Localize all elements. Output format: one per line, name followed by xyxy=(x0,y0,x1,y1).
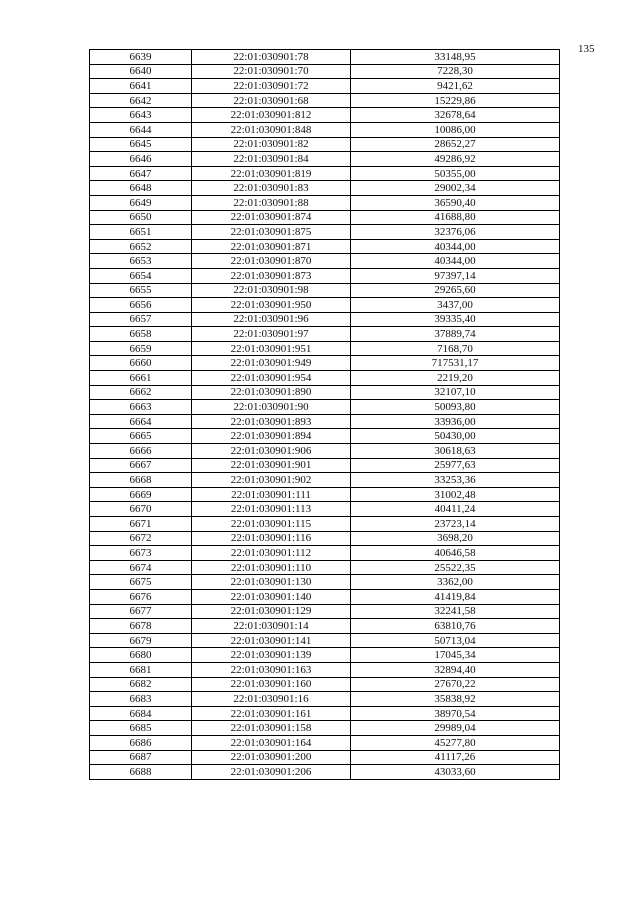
cadastral-value-cell: 30618,63 xyxy=(351,444,560,459)
cadastral-value-cell: 15229,86 xyxy=(351,93,560,108)
table-row xyxy=(90,327,560,342)
cadastral-number-cell: 22:01:030901:158 xyxy=(192,721,351,736)
table-row xyxy=(90,137,560,152)
table-row xyxy=(90,458,560,473)
row-number-cell: 6678 xyxy=(90,619,192,634)
cadastral-number-cell: 22:01:030901:115 xyxy=(192,517,351,532)
table-row xyxy=(90,502,560,517)
table-row xyxy=(90,444,560,459)
table-row xyxy=(90,400,560,415)
cadastral-value-table xyxy=(89,49,560,780)
cadastral-value-cell: 39335,40 xyxy=(351,312,560,327)
row-number-cell: 6639 xyxy=(90,50,192,65)
cadastral-number-cell: 22:01:030901:72 xyxy=(192,79,351,94)
row-number-cell: 6642 xyxy=(90,93,192,108)
row-number-cell: 6663 xyxy=(90,400,192,415)
table-row xyxy=(90,298,560,313)
row-number-cell: 6686 xyxy=(90,735,192,750)
row-number-cell: 6673 xyxy=(90,546,192,561)
cadastral-value-cell: 40344,00 xyxy=(351,254,560,269)
cadastral-number-cell: 22:01:030901:82 xyxy=(192,137,351,152)
row-number-cell: 6646 xyxy=(90,152,192,167)
row-number-cell: 6653 xyxy=(90,254,192,269)
cadastral-value-cell: 31002,48 xyxy=(351,487,560,502)
cadastral-number-cell: 22:01:030901:951 xyxy=(192,341,351,356)
row-number-cell: 6640 xyxy=(90,64,192,79)
table-row xyxy=(90,429,560,444)
row-number-cell: 6674 xyxy=(90,560,192,575)
cadastral-number-cell: 22:01:030901:110 xyxy=(192,560,351,575)
row-number-cell: 6643 xyxy=(90,108,192,123)
cadastral-value-cell: 63810,76 xyxy=(351,619,560,634)
cadastral-number-cell: 22:01:030901:160 xyxy=(192,677,351,692)
table-row xyxy=(90,414,560,429)
cadastral-number-cell: 22:01:030901:812 xyxy=(192,108,351,123)
cadastral-value-cell: 33936,00 xyxy=(351,414,560,429)
row-number-cell: 6650 xyxy=(90,210,192,225)
table-row xyxy=(90,721,560,736)
cadastral-number-cell: 22:01:030901:206 xyxy=(192,765,351,780)
table-row xyxy=(90,517,560,532)
cadastral-number-cell: 22:01:030901:111 xyxy=(192,487,351,502)
cadastral-value-cell: 38970,54 xyxy=(351,706,560,721)
cadastral-value-cell: 50713,04 xyxy=(351,633,560,648)
cadastral-number-cell: 22:01:030901:141 xyxy=(192,633,351,648)
row-number-cell: 6648 xyxy=(90,181,192,196)
row-number-cell: 6675 xyxy=(90,575,192,590)
cadastral-value-cell: 3698,20 xyxy=(351,531,560,546)
cadastral-number-cell: 22:01:030901:871 xyxy=(192,239,351,254)
row-number-cell: 6688 xyxy=(90,765,192,780)
cadastral-value-cell: 29989,04 xyxy=(351,721,560,736)
table-row xyxy=(90,225,560,240)
cadastral-value-cell: 3437,00 xyxy=(351,298,560,313)
cadastral-number-cell: 22:01:030901:14 xyxy=(192,619,351,634)
cadastral-number-cell: 22:01:030901:161 xyxy=(192,706,351,721)
table-row xyxy=(90,312,560,327)
table-row xyxy=(90,108,560,123)
table-body xyxy=(90,50,560,780)
row-number-cell: 6682 xyxy=(90,677,192,692)
cadastral-value-cell: 32241,58 xyxy=(351,604,560,619)
table-row xyxy=(90,765,560,780)
cadastral-number-cell: 22:01:030901:112 xyxy=(192,546,351,561)
cadastral-number-cell: 22:01:030901:16 xyxy=(192,692,351,707)
table-row xyxy=(90,735,560,750)
row-number-cell: 6681 xyxy=(90,662,192,677)
cadastral-value-cell: 50355,00 xyxy=(351,166,560,181)
cadastral-value-cell: 23723,14 xyxy=(351,517,560,532)
cadastral-number-cell: 22:01:030901:84 xyxy=(192,152,351,167)
cadastral-value-cell: 40646,58 xyxy=(351,546,560,561)
table-row xyxy=(90,371,560,386)
cadastral-value-cell: 17045,34 xyxy=(351,648,560,663)
row-number-cell: 6641 xyxy=(90,79,192,94)
row-number-cell: 6672 xyxy=(90,531,192,546)
table-row xyxy=(90,677,560,692)
row-number-cell: 6679 xyxy=(90,633,192,648)
table-row xyxy=(90,546,560,561)
cadastral-value-cell: 97397,14 xyxy=(351,268,560,283)
cadastral-value-cell: 45277,80 xyxy=(351,735,560,750)
row-number-cell: 6662 xyxy=(90,385,192,400)
row-number-cell: 6687 xyxy=(90,750,192,765)
cadastral-number-cell: 22:01:030901:130 xyxy=(192,575,351,590)
cadastral-value-cell: 7168,70 xyxy=(351,341,560,356)
row-number-cell: 6665 xyxy=(90,429,192,444)
cadastral-value-cell: 32678,64 xyxy=(351,108,560,123)
row-number-cell: 6666 xyxy=(90,444,192,459)
cadastral-number-cell: 22:01:030901:819 xyxy=(192,166,351,181)
table-row xyxy=(90,531,560,546)
table-row xyxy=(90,589,560,604)
cadastral-number-cell: 22:01:030901:894 xyxy=(192,429,351,444)
cadastral-value-cell: 43033,60 xyxy=(351,765,560,780)
row-number-cell: 6670 xyxy=(90,502,192,517)
cadastral-value-cell: 35838,92 xyxy=(351,692,560,707)
row-number-cell: 6683 xyxy=(90,692,192,707)
table-row xyxy=(90,152,560,167)
cadastral-number-cell: 22:01:030901:893 xyxy=(192,414,351,429)
cadastral-value-cell: 41117,26 xyxy=(351,750,560,765)
row-number-cell: 6669 xyxy=(90,487,192,502)
table-row xyxy=(90,604,560,619)
table-row xyxy=(90,473,560,488)
cadastral-value-cell: 27670,22 xyxy=(351,677,560,692)
row-number-cell: 6647 xyxy=(90,166,192,181)
table-row xyxy=(90,633,560,648)
cadastral-value-cell: 25522,35 xyxy=(351,560,560,575)
table-row xyxy=(90,50,560,65)
cadastral-number-cell: 22:01:030901:875 xyxy=(192,225,351,240)
cadastral-number-cell: 22:01:030901:902 xyxy=(192,473,351,488)
row-number-cell: 6676 xyxy=(90,589,192,604)
row-number-cell: 6667 xyxy=(90,458,192,473)
table-row xyxy=(90,619,560,634)
cadastral-value-cell: 50093,80 xyxy=(351,400,560,415)
cadastral-value-cell: 7228,30 xyxy=(351,64,560,79)
cadastral-number-cell: 22:01:030901:874 xyxy=(192,210,351,225)
cadastral-value-cell: 50430,00 xyxy=(351,429,560,444)
table-row xyxy=(90,166,560,181)
row-number-cell: 6680 xyxy=(90,648,192,663)
table-row xyxy=(90,356,560,371)
cadastral-number-cell: 22:01:030901:88 xyxy=(192,195,351,210)
row-number-cell: 6659 xyxy=(90,341,192,356)
row-number-cell: 6649 xyxy=(90,195,192,210)
table-row xyxy=(90,122,560,137)
cadastral-number-cell: 22:01:030901:901 xyxy=(192,458,351,473)
cadastral-number-cell: 22:01:030901:98 xyxy=(192,283,351,298)
table-row xyxy=(90,195,560,210)
table-row xyxy=(90,268,560,283)
cadastral-number-cell: 22:01:030901:96 xyxy=(192,312,351,327)
cadastral-value-cell: 41419,84 xyxy=(351,589,560,604)
table-row xyxy=(90,692,560,707)
table-row xyxy=(90,385,560,400)
cadastral-number-cell: 22:01:030901:200 xyxy=(192,750,351,765)
table-row xyxy=(90,64,560,79)
cadastral-number-cell: 22:01:030901:873 xyxy=(192,268,351,283)
cadastral-value-cell: 40344,00 xyxy=(351,239,560,254)
table-row xyxy=(90,662,560,677)
cadastral-value-cell: 36590,40 xyxy=(351,195,560,210)
cadastral-value-cell: 717531,17 xyxy=(351,356,560,371)
row-number-cell: 6656 xyxy=(90,298,192,313)
table-row xyxy=(90,283,560,298)
cadastral-value-cell: 9421,62 xyxy=(351,79,560,94)
cadastral-number-cell: 22:01:030901:83 xyxy=(192,181,351,196)
cadastral-value-cell: 32376,06 xyxy=(351,225,560,240)
cadastral-number-cell: 22:01:030901:949 xyxy=(192,356,351,371)
row-number-cell: 6660 xyxy=(90,356,192,371)
row-number-cell: 6644 xyxy=(90,122,192,137)
page-number: 135 xyxy=(578,43,595,55)
table-row xyxy=(90,93,560,108)
row-number-cell: 6684 xyxy=(90,706,192,721)
cadastral-value-cell: 33148,95 xyxy=(351,50,560,65)
table-row xyxy=(90,239,560,254)
cadastral-number-cell: 22:01:030901:848 xyxy=(192,122,351,137)
row-number-cell: 6677 xyxy=(90,604,192,619)
cadastral-value-cell: 28652,27 xyxy=(351,137,560,152)
cadastral-number-cell: 22:01:030901:906 xyxy=(192,444,351,459)
table-row xyxy=(90,210,560,225)
cadastral-value-cell: 2219,20 xyxy=(351,371,560,386)
table-row xyxy=(90,181,560,196)
cadastral-number-cell: 22:01:030901:139 xyxy=(192,648,351,663)
row-number-cell: 6655 xyxy=(90,283,192,298)
cadastral-value-cell: 32107,10 xyxy=(351,385,560,400)
row-number-cell: 6657 xyxy=(90,312,192,327)
cadastral-number-cell: 22:01:030901:870 xyxy=(192,254,351,269)
cadastral-value-cell: 3362,00 xyxy=(351,575,560,590)
cadastral-value-cell: 32894,40 xyxy=(351,662,560,677)
cadastral-value-cell: 37889,74 xyxy=(351,327,560,342)
table-row xyxy=(90,254,560,269)
table-row xyxy=(90,79,560,94)
cadastral-value-cell: 10086,00 xyxy=(351,122,560,137)
row-number-cell: 6668 xyxy=(90,473,192,488)
cadastral-value-cell: 33253,36 xyxy=(351,473,560,488)
cadastral-number-cell: 22:01:030901:113 xyxy=(192,502,351,517)
table-row xyxy=(90,750,560,765)
cadastral-number-cell: 22:01:030901:163 xyxy=(192,662,351,677)
row-number-cell: 6651 xyxy=(90,225,192,240)
cadastral-number-cell: 22:01:030901:140 xyxy=(192,589,351,604)
cadastral-value-cell: 29002,34 xyxy=(351,181,560,196)
cadastral-value-cell: 25977,63 xyxy=(351,458,560,473)
cadastral-number-cell: 22:01:030901:70 xyxy=(192,64,351,79)
row-number-cell: 6658 xyxy=(90,327,192,342)
row-number-cell: 6661 xyxy=(90,371,192,386)
row-number-cell: 6685 xyxy=(90,721,192,736)
cadastral-value-cell: 40411,24 xyxy=(351,502,560,517)
cadastral-number-cell: 22:01:030901:68 xyxy=(192,93,351,108)
cadastral-value-cell: 29265,60 xyxy=(351,283,560,298)
cadastral-number-cell: 22:01:030901:78 xyxy=(192,50,351,65)
row-number-cell: 6654 xyxy=(90,268,192,283)
cadastral-number-cell: 22:01:030901:129 xyxy=(192,604,351,619)
cadastral-number-cell: 22:01:030901:890 xyxy=(192,385,351,400)
table-row xyxy=(90,648,560,663)
row-number-cell: 6664 xyxy=(90,414,192,429)
cadastral-number-cell: 22:01:030901:954 xyxy=(192,371,351,386)
table-row xyxy=(90,560,560,575)
cadastral-number-cell: 22:01:030901:97 xyxy=(192,327,351,342)
table-row xyxy=(90,706,560,721)
cadastral-number-cell: 22:01:030901:90 xyxy=(192,400,351,415)
row-number-cell: 6652 xyxy=(90,239,192,254)
cadastral-value-cell: 49286,92 xyxy=(351,152,560,167)
table-row xyxy=(90,575,560,590)
table-row xyxy=(90,487,560,502)
row-number-cell: 6645 xyxy=(90,137,192,152)
cadastral-number-cell: 22:01:030901:164 xyxy=(192,735,351,750)
cadastral-value-cell: 41688,80 xyxy=(351,210,560,225)
cadastral-number-cell: 22:01:030901:116 xyxy=(192,531,351,546)
cadastral-number-cell: 22:01:030901:950 xyxy=(192,298,351,313)
row-number-cell: 6671 xyxy=(90,517,192,532)
table-row xyxy=(90,341,560,356)
